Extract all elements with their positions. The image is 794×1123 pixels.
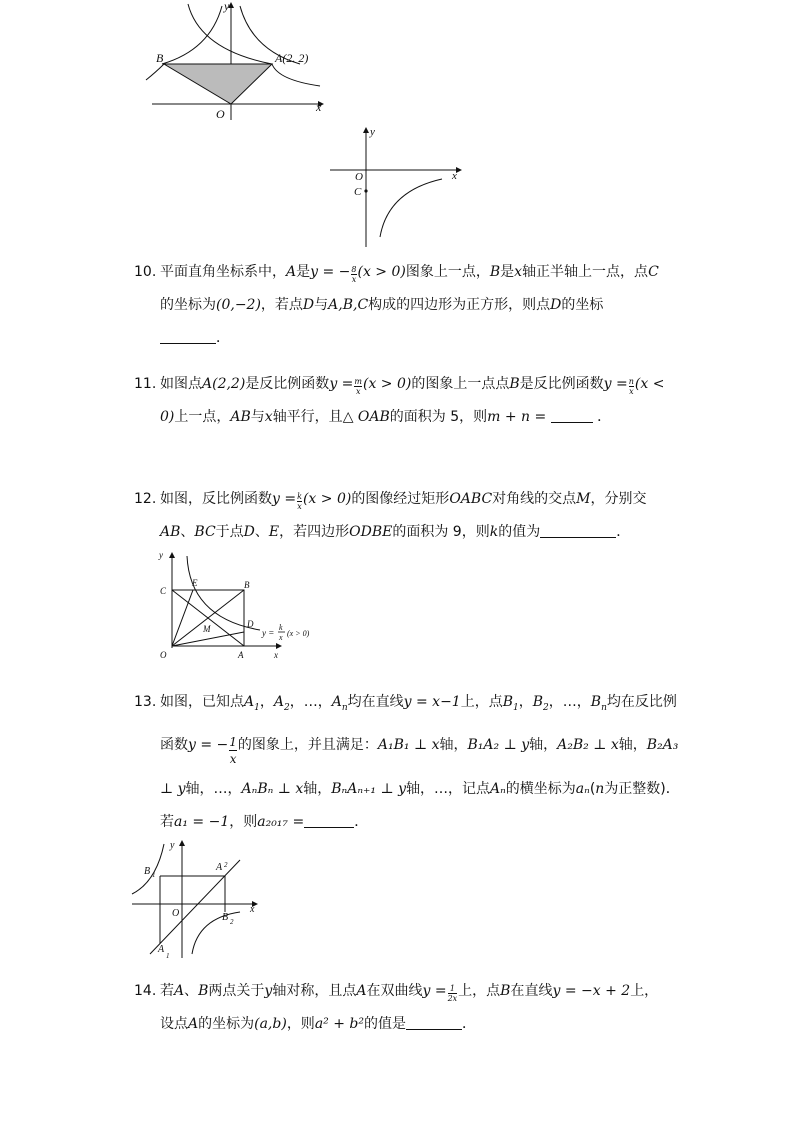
question-number: 14. [134,983,157,999]
label-b2: B [222,912,229,923]
math: B [500,983,511,999]
label-c: C [160,586,167,596]
question-number: 13. [134,694,157,710]
text: 轴，…， [185,780,242,797]
label-a: A [238,650,244,660]
label-y: y [370,126,375,138]
math: △ OAB [342,409,390,425]
text: 的坐标 [561,297,604,313]
label-function-domain: (x > 0) [287,629,310,638]
text: ， [259,694,274,710]
question-number: 10. [134,264,157,280]
math: y = −x + 2 [552,983,631,999]
fraction-numerator: 1 [449,984,455,993]
math: B [502,694,514,710]
label-b1-subscript: 1 [152,871,156,879]
math: A [174,983,185,999]
math: AₙBₙ ⊥ x [241,780,304,797]
text: ． [597,409,612,425]
question-10 [134,256,674,355]
text: 均在反比例 [606,694,677,710]
text: ． [354,813,369,830]
math: 0) [160,409,175,425]
math: k [489,524,499,540]
math: y = − [310,264,351,280]
segment-od [172,632,244,646]
y-axis-arrow [169,552,175,558]
text: 轴， [303,780,332,797]
text: 如图，反比例函数 [160,491,272,507]
math: A [273,694,284,710]
subscript: n [601,702,607,713]
text: 于点 [215,524,244,540]
answer-blank[interactable] [406,1015,462,1030]
label-a1: A [158,944,165,955]
text: ，分别交 [590,491,647,507]
math: B [509,376,520,392]
text: 是 [296,264,311,280]
fraction [448,984,458,1003]
text: 的坐标为 [198,1016,255,1032]
text: ． [216,330,230,346]
hyperbola-left-tail [146,64,164,80]
text: 对角线的交点 [492,491,577,507]
math: B [532,694,544,710]
label-b2-subscript: 2 [230,918,234,926]
left-hyperbola-branch [188,4,272,64]
math: y = [329,376,354,392]
math: ODBE [349,524,393,540]
text: ． [461,1016,476,1032]
text: 函数 [160,736,188,753]
subscript: 1 [513,702,519,713]
math: B [489,264,501,280]
figure-point-c-curve [330,125,470,250]
label-x: x [316,100,322,114]
math: x [264,409,273,425]
fraction [354,377,362,396]
label-o: O [160,650,167,660]
text: 的图象上，并且满足： [237,736,378,753]
math: A [188,1016,199,1032]
text: 设点 [160,1016,188,1032]
text: 构成的四边形为正方形，则点 [368,297,551,313]
math: A,B,C [328,297,369,313]
fraction [351,265,356,284]
math: y = x−1 [403,694,461,710]
text: 的坐标为 [160,297,216,313]
math: (x > 0) [302,491,352,507]
answer-blank[interactable] [304,813,354,828]
math: y = − [188,736,229,753]
text: 轴，…，记点 [405,780,490,797]
math: D [550,297,562,313]
math: A₂B₂ ⊥ x [557,736,619,753]
math: D [302,297,315,313]
math: m + n = [487,409,547,425]
text: ( [589,780,596,797]
subscript: 2 [283,702,290,713]
text: ． [616,524,631,540]
fraction-numerator: 1 [229,734,237,749]
math: y = [603,376,628,392]
text: 轴， [439,736,468,753]
text: 是 [500,264,515,280]
math: n [595,780,605,797]
text: 在直线 [510,983,553,999]
fraction-numerator: n [628,377,634,386]
text: 轴， [529,736,558,753]
fraction-numerator: 8 [351,265,357,274]
fraction-denominator: 2x [447,994,458,1003]
question-number: 11. [134,376,157,392]
subscript: 2 [543,702,549,713]
math: x [514,264,523,280]
math: y [264,983,273,999]
text: 上，点 [458,983,501,999]
math: BC [194,524,216,540]
text: 的图像经过矩形 [351,491,450,507]
text: 若 [160,813,174,830]
text: 的值为 [498,524,541,540]
math: a² + b² [314,1016,364,1032]
label-m: M [203,624,211,634]
math: BₙAₙ₊₁ ⊥ y [331,780,406,797]
math: B [198,983,209,999]
line-y-eq-x-minus-1 [150,860,240,954]
x-axis-arrow [276,643,282,649]
label-c: C [354,186,362,198]
label-b1: B [144,866,151,877]
label-y: y [224,0,230,13]
math: A [286,264,297,280]
text: 平面直角坐标系中， [160,264,286,280]
figure-rectangle-oabc [156,548,321,668]
label-function-x: x [279,633,283,642]
math: OABC [449,491,493,507]
fraction-numerator: m [354,377,362,386]
math: AB [230,409,251,425]
text: 的图象上一点点 [411,376,510,392]
label-x: x [452,170,457,182]
question-11 [134,368,674,434]
math: M [576,491,591,507]
text: ，…， [289,694,332,710]
math: AB [160,524,181,540]
label-b: B [244,580,250,590]
text: ，若四边形 [279,524,350,540]
figure-line-hyperbola [128,836,268,961]
text: 两点关于 [208,983,265,999]
text: 如图，已知点 [160,694,244,710]
label-e: E [192,578,198,588]
answer-blank[interactable] [160,329,216,344]
question-12 [134,483,674,549]
text: 、 [184,983,199,999]
fraction-numerator: k [297,492,302,501]
label-a1-subscript: 1 [166,952,170,960]
text: 的值是 [363,1016,406,1032]
text: ，若点 [260,297,303,313]
text: 的面积为 9，则 [392,524,490,540]
subscript: n [341,702,348,713]
text: 均在直线 [347,694,404,710]
text: 上，点 [460,694,503,710]
text: ，…， [548,694,591,710]
math: A [331,694,342,710]
math: B₂A₃ [646,736,679,753]
label-a2: A [216,862,223,873]
math: a₂₀₁₇ = [257,813,305,830]
text: 、 [254,524,269,540]
text: 如图点 [160,376,202,392]
text: 轴正半轴上一点，点 [522,264,649,280]
fraction-denominator: x [355,387,361,396]
label-function-k: k [279,623,283,632]
label-b: B [156,51,164,65]
answer-blank[interactable] [551,408,593,423]
text: 的面积为 5，则 [389,409,488,425]
math: aₙ [575,780,590,797]
point-c [364,189,367,192]
math: B [590,694,602,710]
math: y = [422,983,447,999]
label-y: y [170,840,175,851]
subscript: 1 [254,702,260,713]
text: ，则 [229,813,258,830]
question-14 [134,975,674,1041]
text: 上一点， [174,409,231,425]
math: A₁B₁ ⊥ x [377,736,440,753]
hyperbola-right-tail [272,64,320,86]
triangle-oab [164,64,272,104]
math: E [268,524,280,540]
text: 在双曲线 [366,983,423,999]
answer-blank[interactable] [540,523,616,538]
question-number: 12. [134,491,157,507]
text: 与 [314,297,329,313]
text: 是反比例函数 [245,376,330,392]
y-axis-arrow [363,127,369,133]
label-d: D [247,619,254,629]
label-a2-subscript: 2 [224,861,228,869]
fraction-denominator: x [297,502,302,511]
fraction-denominator: x [629,387,634,396]
math: a₁ = −1 [174,813,230,830]
math: y = [272,491,297,507]
math: A [244,694,255,710]
question-13 [134,686,680,839]
figure-hyperbola-triangle [150,0,330,125]
label-a: A(2. 2) [275,51,309,65]
text: 若 [160,983,174,999]
text: 上， [630,983,659,999]
text: 轴对称，且点 [272,983,357,999]
math: Aₙ [489,780,506,797]
math: (x > 0) [357,264,406,280]
text: 与 [250,409,265,425]
math: (a,b) [254,1016,287,1032]
y-axis-arrow [179,840,185,846]
text: ， [518,694,533,710]
text: 是反比例函数 [519,376,604,392]
x-axis-arrow [456,167,462,173]
math: (x > 0) [363,376,412,392]
label-o: O [172,908,180,919]
math: C [648,264,659,280]
text: 轴平行，且 [272,409,343,425]
text: 轴， [618,736,647,753]
text: ，则 [286,1016,315,1032]
fraction [297,492,302,511]
text: 的横坐标为 [505,780,576,797]
math: (x < [634,376,665,392]
label-x: x [250,904,255,915]
math: D [243,524,255,540]
curve [380,179,442,237]
math: A [356,983,367,999]
math: ⊥ y [160,780,186,797]
fraction-denominator: x [351,275,357,284]
fraction [229,734,237,767]
label-x: x [274,650,278,660]
fraction [629,377,634,396]
fraction-denominator: x [229,751,237,766]
math: (0,−2) [216,297,261,313]
label-function-prefix: y = [262,628,275,638]
label-o: O [355,171,363,183]
math: B₁A₂ ⊥ y [467,736,530,753]
text: 、 [180,524,195,540]
text: 为正整数)． [604,780,680,797]
text: 图象上一点， [405,264,490,280]
math: A(2,2) [202,376,246,392]
label-o: O [216,107,225,121]
label-y: y [159,550,163,560]
